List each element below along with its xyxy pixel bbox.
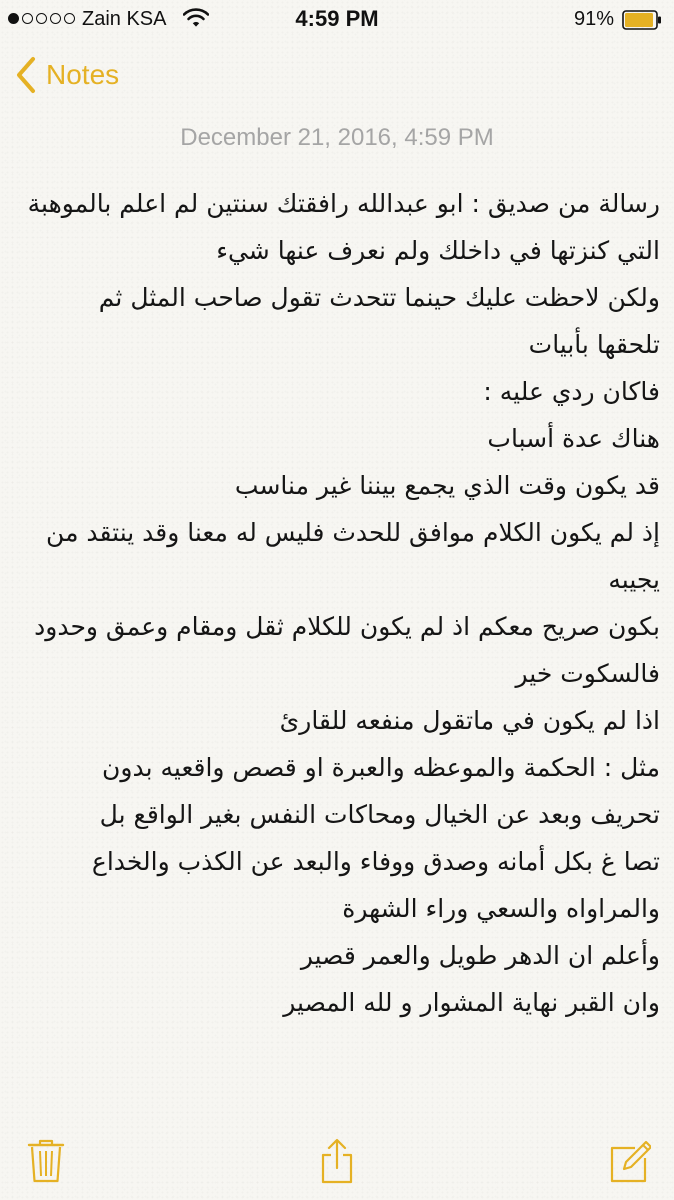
chevron-left-icon (14, 55, 38, 95)
status-bar (0, 0, 674, 40)
carrier-name: Zain KSA (82, 8, 167, 30)
note-line: هناك عدة أسباب (487, 424, 660, 453)
note-line: فاكان ردي عليه : (483, 377, 660, 406)
note-line: وان القبر نهاية المشوار و لله المصير (283, 988, 660, 1017)
compose-button[interactable] (608, 1136, 652, 1186)
back-button[interactable] (14, 52, 119, 98)
share-icon (319, 1138, 355, 1184)
note-line: مثل : الحكمة والموعظه والعبرة او قصص واقعيه بدون (102, 753, 660, 782)
signal-dot (22, 13, 33, 24)
battery-percentage: 91% (573, 8, 614, 30)
delete-button[interactable] (24, 1136, 68, 1186)
note-line: تصا غ بكل أمانه وصدق ووفاء والبعد عن الكذب والخداع (91, 847, 660, 876)
note-line: فالسكوت خير (515, 659, 660, 688)
note-line: ولكن لاحظت عليك حينما تتحدث تقول صاحب المثل ثم (98, 283, 660, 312)
note-line: يجيبه (608, 565, 660, 594)
note-line: رسالة من صديق : ابو عبدالله رافقتك سنتين لم اعلم بالموهبة (27, 189, 660, 218)
battery-icon (622, 10, 662, 30)
signal-dot (50, 13, 61, 24)
signal-dot (36, 13, 47, 24)
note-body[interactable] (20, 180, 660, 1026)
back-label: Notes (46, 59, 120, 90)
note-line: تحريف وبعد عن الخيال ومحاكات النفس بغير الواقع بل (99, 800, 660, 829)
wifi-icon (183, 8, 209, 28)
note-line: قد يكون وقت الذي يجمع بيننا غير مناسب (234, 471, 660, 500)
note-line: بكون صريح معكم اذ لم يكون للكلام ثقل ومقام وعمق وحدود (34, 612, 660, 641)
trash-icon (27, 1138, 65, 1184)
note-line: اذا لم يكون في ماتقول منفعه للقارئ (279, 706, 660, 735)
note-line: وأعلم ان الدهر طويل والعمر قصير (300, 941, 660, 970)
clock-time: 4:59 PM (295, 6, 379, 31)
share-button[interactable] (315, 1136, 359, 1186)
note-line: تلحقها بأبيات (528, 330, 660, 359)
note-line: التي كنزتها في داخلك ولم نعرف عنها شيء (216, 236, 660, 265)
note-date: December 21, 2016, 4:59 PM (180, 124, 494, 151)
note-line: إذ لم يكون الكلام موافق للحدث فليس له معنا وقد ينتقد من (46, 518, 660, 547)
signal-dot (8, 13, 19, 24)
note-line: والمراواه والسعي وراء الشهرة (342, 894, 660, 923)
signal-dots-icon (8, 13, 75, 24)
signal-dot (64, 13, 75, 24)
compose-icon (609, 1139, 651, 1183)
